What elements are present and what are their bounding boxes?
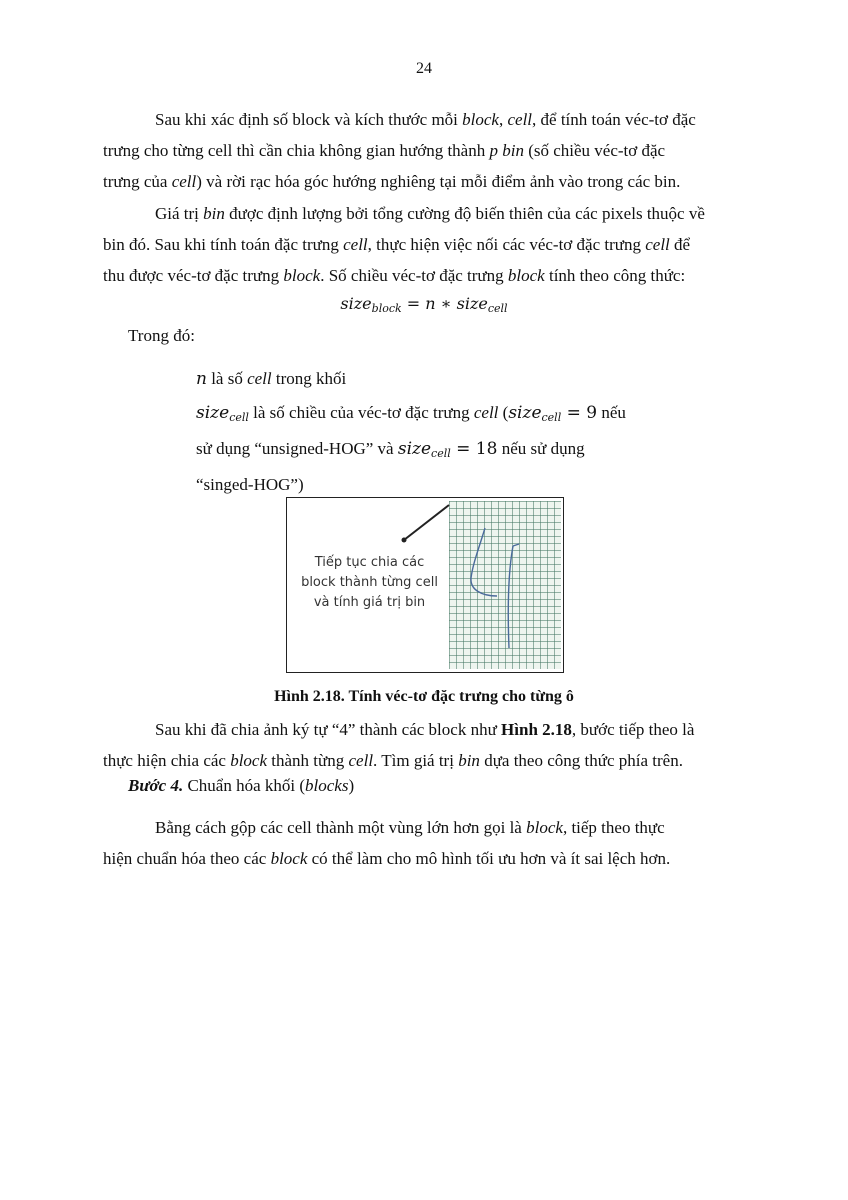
- paragraph-1-line-3: trưng của cell) và rời rạc hóa góc hướng nghiêng tại mỗi điểm ảnh vào trong các bin.: [103, 172, 681, 191]
- pointer-dot: [402, 538, 407, 543]
- figure-caption: Hình 2.18. Tính véc-tơ đặc trưng cho từng ô: [274, 688, 574, 705]
- paragraph-1-line-1: Sau khi xác định số block và kích thước mỗi block, cell, để tính toán véc-tơ đặc: [155, 110, 696, 129]
- paragraph-3-line-1: Sau khi đã chia ảnh ký tự “4” thành các block như Hình 2.18, bước tiếp theo là: [155, 720, 695, 739]
- block-size-formula: size$_{block}$ = n ∗ size$_{cell}$: [340, 294, 508, 315]
- paragraph-1: [103, 104, 745, 197]
- paragraph-2-line-2: bin đó. Sau khi tính toán đặc trưng cell, thực hiện việc nối các véc-tơ đặc trưng cell để: [103, 235, 691, 254]
- step-4-heading: Bước 4. Chuẩn hóa khối (blocks): [128, 776, 355, 795]
- paragraph-2-line-3: thu được véc-tơ đặc trưng block. Số chiều véc-tơ đặc trưng block tính theo công thức:: [103, 266, 686, 285]
- paragraph-3: [103, 714, 745, 776]
- paragraph-4-line-2: hiện chuẩn hóa theo các block có thể làm cho mô hình tối ưu hơn và ít sai lệch hơn.: [103, 849, 671, 868]
- paragraph-2: [103, 198, 745, 291]
- paragraph-1-line-2: trưng cho từng cell thì cần chia không gian hướng thành p bin (số chiều véc-tơ đặc: [103, 141, 666, 160]
- figure-2-18: [286, 497, 564, 673]
- definition-n: n là số cell trong khối: [196, 369, 347, 389]
- pointer-line: [404, 505, 449, 540]
- paragraph-4: [103, 812, 745, 874]
- definition-size-cell: size$_{cell}$ là số chiều của véc-tơ đặc trưng cell (size$_{cell}$ = 9 nếu sử dụng “unsigned-HOG” và size$_{cell}$ = 18 nếu sử dụng “singed-HOG”): [196, 403, 626, 494]
- digit-stroke-cap: [513, 544, 519, 546]
- trong-do-label: Trong đó:: [128, 326, 195, 345]
- digit-stroke-left: [471, 528, 497, 596]
- page-number: 24: [416, 60, 432, 77]
- digit-stroke-right: [508, 546, 513, 648]
- paragraph-2-line-1: Giá trị bin được định lượng bởi tổng cường độ biến thiên của các pixels thuộc về: [155, 204, 705, 223]
- figure-text: Tiếp tục chia các block thành từng cell và tính giá trị bin: [301, 555, 438, 610]
- paragraph-3-line-2: thực hiện chia các block thành từng cell. Tìm giá trị bin dựa theo công thức phía trên.: [103, 751, 683, 770]
- paragraph-4-line-1: Bằng cách gộp các cell thành một vùng lớn hơn gọi là block, tiếp theo thực: [155, 818, 665, 837]
